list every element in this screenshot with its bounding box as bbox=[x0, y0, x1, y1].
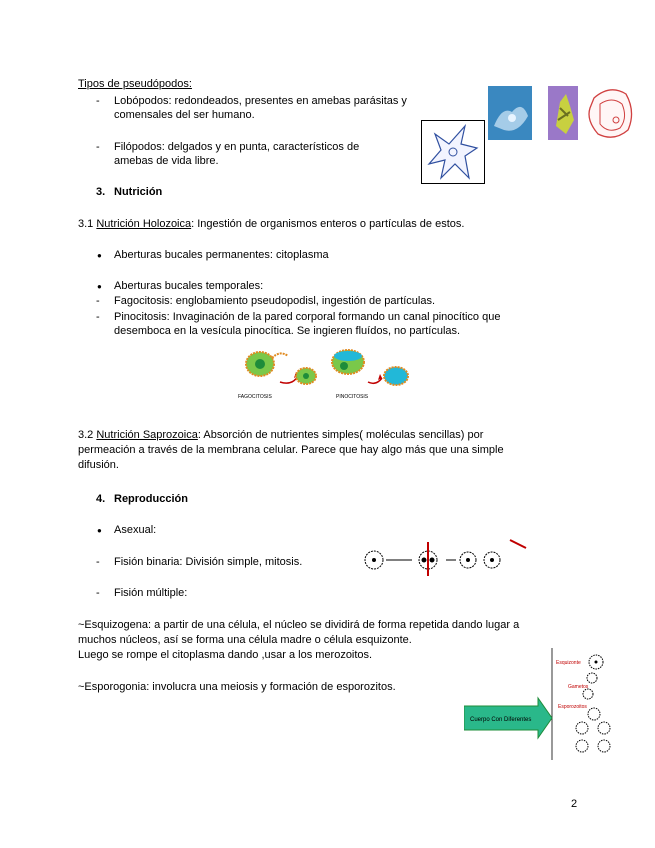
filopodos-line-2: amebas de vida libre. bbox=[114, 155, 219, 167]
binary-fission-diagram bbox=[360, 536, 530, 576]
multiple-fission-diagram bbox=[464, 648, 634, 760]
lobopodos-line-2: comensales del ser humano. bbox=[114, 109, 255, 121]
saprozoica-rest: : Absorción de nutrientes simples( moléculas sencillas) por bbox=[197, 429, 484, 441]
dash-bullet: - bbox=[96, 295, 100, 307]
fision-binaria-text: Fisión binaria: División simple, mitosis. bbox=[114, 556, 303, 568]
asexual-text: Asexual: bbox=[114, 524, 157, 536]
page-number: 2 bbox=[571, 798, 578, 810]
esquizogena-line-2: muchos núcleos, así se forma una célula madre o célula esquizonte. bbox=[78, 634, 412, 646]
esquizogena-line-1: ~Esquizogena: a partir de una célula, el núcleo se dividirá de forma repetida dando lugar a bbox=[78, 619, 520, 631]
filopod-amoeba-drawing bbox=[421, 120, 485, 184]
saprozoica-line-1 bbox=[78, 428, 483, 442]
filopodos-line-1: Filópodos: delgados y en punta, característicos de bbox=[114, 141, 360, 153]
aberturas-temporales: Aberturas bucales temporales: bbox=[114, 280, 264, 292]
holozoica-line bbox=[78, 217, 464, 231]
fagocitosis-label: FAGOCITOSIS bbox=[238, 394, 272, 400]
esquizogena-line-3: Luego se rompe el citoplasma dando ,usar a los merozoitos. bbox=[78, 649, 373, 661]
dash-bullet: - bbox=[96, 556, 100, 568]
diagram-arrow-text: Cuerpo Con Diferentes bbox=[470, 717, 532, 723]
fagocitosis-text: Fagocitosis: englobamiento pseudopodisl, ingestión de partículas. bbox=[114, 295, 436, 307]
saprozoica-line-3: difusión. bbox=[78, 459, 119, 471]
pinocitosis-label: PINOCITOSIS bbox=[336, 394, 369, 400]
pseudopods-heading: Tipos de pseudópodos: bbox=[78, 78, 192, 90]
diagram-label-esquizonte: Esquizonte bbox=[556, 660, 581, 666]
dot-bullet: ● bbox=[97, 282, 102, 291]
pinocitosis-line-1: Pinocitosis: Invaginación de la pared corporal formando un canal pinocítico que bbox=[114, 311, 501, 323]
saprozoica-term: Nutrición Saprozoica bbox=[96, 429, 198, 441]
dash-bullet: - bbox=[96, 141, 100, 153]
dot-bullet: ● bbox=[97, 526, 102, 535]
diagram-label-esporozoitos: Esporozoitos bbox=[558, 704, 587, 710]
fagocitosis-pinocitosis-figure bbox=[236, 346, 416, 402]
esporogonia-text: ~Esporogonia: involucra una meiosis y formación de esporozitos. bbox=[78, 681, 396, 693]
section-3-title: Nutrición bbox=[114, 186, 163, 198]
section-4-number: 4. bbox=[96, 493, 106, 505]
pinocitosis-line-2: desemboca en la vesícula pinocítica. Se ingieren fluídos, no partículas. bbox=[114, 325, 461, 337]
dot-bullet: ● bbox=[97, 251, 102, 260]
dash-bullet: - bbox=[96, 311, 100, 323]
holozoica-rest: : Ingestión de organismos enteros o partículas de estos. bbox=[191, 218, 465, 230]
lobopod-amoeba-photo bbox=[488, 86, 532, 140]
saprozoica-prefix: 3.2 bbox=[78, 429, 97, 441]
amoeba-outline-drawing bbox=[584, 84, 636, 144]
section-3-number: 3. bbox=[96, 186, 106, 198]
diagram-label-gametos: Gametos bbox=[568, 684, 589, 690]
amoeba-stained-photo bbox=[548, 86, 578, 140]
fision-multiple-text: Fisión múltiple: bbox=[114, 587, 188, 599]
holozoica-prefix: 3.1 bbox=[78, 218, 97, 230]
dash-bullet: - bbox=[96, 95, 100, 107]
lobopodos-line-1: Lobópodos: redondeados, presentes en amebas parásitas y bbox=[114, 95, 407, 107]
holozoica-term: Nutrición Holozoica bbox=[96, 218, 192, 230]
dash-bullet: - bbox=[96, 587, 100, 599]
saprozoica-line-2: permeación a través de la membrana celular. Parece que hay algo más que una simple bbox=[78, 444, 504, 456]
section-4-title: Reproducción bbox=[114, 493, 188, 505]
aberturas-permanentes: Aberturas bucales permanentes: citoplasma bbox=[114, 249, 329, 261]
